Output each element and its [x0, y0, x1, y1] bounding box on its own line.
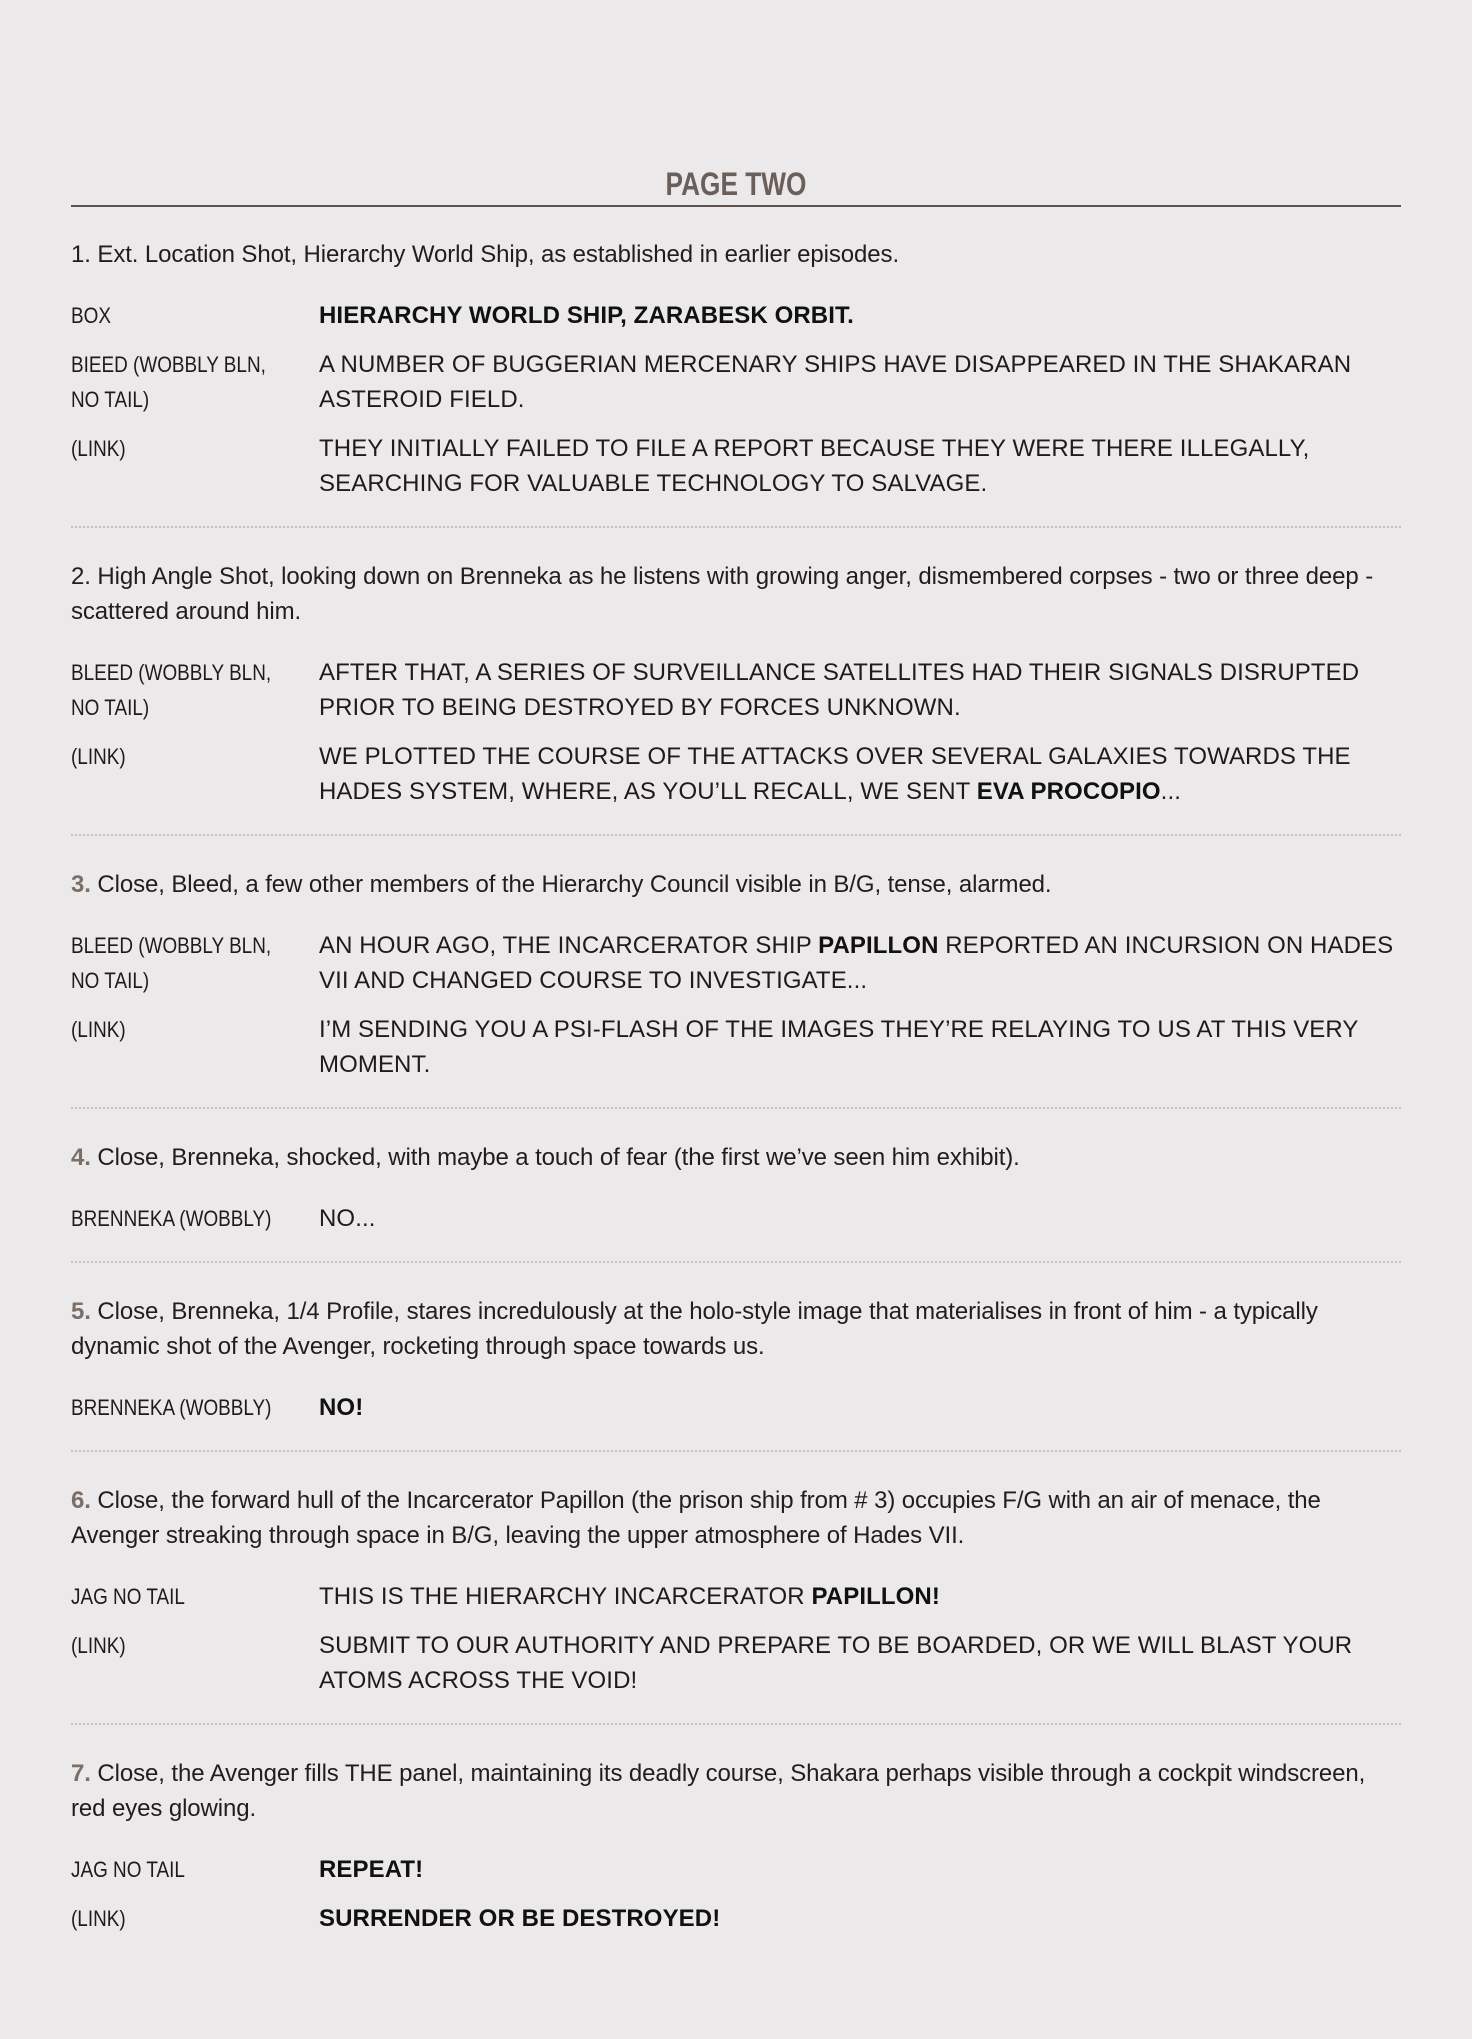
- panel-number: 5.: [71, 1298, 91, 1325]
- speaker-label: (LINK): [71, 1906, 126, 1931]
- panel-list: [71, 207, 1401, 1936]
- dialogue-line: [71, 1579, 1401, 1614]
- speaker-label: (LINK): [71, 744, 126, 769]
- panel-description-text: Close, the Avenger fills THE panel, maintaining its deadly course, Shakara perhaps visible through a cockpit windscreen, red eyes glowing.: [71, 1760, 1366, 1822]
- dialogue-line: [71, 1201, 1401, 1236]
- dialogue-line: [71, 1628, 1401, 1698]
- dialogue-text: [319, 347, 1401, 417]
- dialogue-text: [319, 1628, 1401, 1698]
- speaker-label: JAG NO TAIL: [71, 1584, 185, 1609]
- dialogue-text: [319, 928, 1401, 998]
- panel-number: 6.: [71, 1487, 91, 1514]
- panel-description-text: Close, Brenneka, shocked, with maybe a touch of fear (the first we’ve seen him exhibit).: [97, 1144, 1020, 1171]
- dialogue-segment: I’M SENDING YOU A PSI-FLASH OF THE IMAGES THEY’RE RELAYING TO US AT THIS VERY MOMENT.: [319, 1016, 1359, 1078]
- panel-5: [71, 1263, 1401, 1425]
- panel-2: [71, 528, 1401, 809]
- panel-description: [71, 559, 1401, 629]
- panel-4: [71, 1109, 1401, 1236]
- panel-description: [71, 1294, 1401, 1364]
- dialogue-segment: REPORTED AN INCURSION ON HADES VII AND CHANGED COURSE TO INVESTIGATE...: [319, 932, 1394, 994]
- dialogue-segment: AN HOUR AGO, THE INCARCERATOR SHIP: [319, 932, 819, 959]
- dialogue-line: [71, 928, 1401, 998]
- panel-1: [71, 207, 1401, 501]
- dialogue-line: [71, 1390, 1401, 1425]
- dialogue-text: [319, 655, 1401, 725]
- dialogue-line: [71, 1901, 1401, 1936]
- panel-description: [71, 1483, 1401, 1553]
- dialogue-segment: WE PLOTTED THE COURSE OF THE ATTACKS OVER SEVERAL GALAXIES TOWARDS THE HADES SYSTEM, WHERE, AS YOU’LL RECALL, WE SENT: [319, 743, 1351, 805]
- dialogue-line: [71, 655, 1401, 725]
- dialogue-line: [71, 347, 1401, 417]
- panel-number: 3.: [71, 871, 91, 898]
- speaker-label: (LINK): [71, 1633, 126, 1658]
- dialogue-line: [71, 1852, 1401, 1887]
- dialogue-segment: NO...: [319, 1205, 376, 1232]
- panel-description-text: Close, Bleed, a few other members of the Hierarchy Council visible in B/G, tense, alarmed.: [97, 871, 1052, 898]
- dialogue-emphasis: PAPILLON: [818, 932, 939, 959]
- dialogue-emphasis: SURRENDER OR BE DESTROYED!: [319, 1905, 721, 1932]
- speaker-label: BLEED (WOBBLY BLN, NO TAIL): [71, 933, 272, 993]
- dialogue-emphasis: NO!: [319, 1394, 364, 1421]
- dialogue-text: [319, 298, 1401, 333]
- panel-number: 7.: [71, 1760, 91, 1787]
- dialogue-text: [319, 1012, 1401, 1082]
- panel-6: [71, 1452, 1401, 1698]
- panel-number: 4.: [71, 1144, 91, 1171]
- dialogue-emphasis: HIERARCHY WORLD SHIP, ZARABESK ORBIT.: [319, 302, 854, 329]
- panel-number: 1.: [71, 241, 91, 268]
- dialogue-segment: AFTER THAT, A SERIES OF SURVEILLANCE SATELLITES HAD THEIR SIGNALS DISRUPTED PRIOR TO BEING DESTROYED BY FORCES UNKNOWN.: [319, 659, 1360, 721]
- panel-number: 2.: [71, 563, 91, 590]
- speaker-label: BLEED (WOBBLY BLN, NO TAIL): [71, 660, 272, 720]
- script-page: [71, 0, 1401, 1936]
- dialogue-text: [319, 1390, 1401, 1425]
- dialogue-emphasis: PAPILLON!: [811, 1583, 940, 1610]
- speaker-label: JAG NO TAIL: [71, 1857, 185, 1882]
- dialogue-line: [71, 298, 1401, 333]
- speaker-label: BOX: [71, 303, 111, 328]
- speaker-label: BIEED (WOBBLY BLN, NO TAIL): [71, 352, 266, 412]
- dialogue-segment: A NUMBER OF BUGGERIAN MERCENARY SHIPS HAVE DISAPPEARED IN THE SHAKARAN ASTEROID FIELD.: [319, 351, 1352, 413]
- dialogue-line: [71, 739, 1401, 809]
- dialogue-text: [319, 1852, 1401, 1887]
- speaker-label: (LINK): [71, 1017, 126, 1042]
- speaker-label: BRENNEKA (WOBBLY): [71, 1206, 272, 1231]
- page-title: PAGE TWO: [665, 166, 807, 202]
- dialogue-text: [319, 1901, 1401, 1936]
- dialogue-line: [71, 1012, 1401, 1082]
- dialogue-text: [319, 431, 1401, 501]
- dialogue-text: [319, 1201, 1401, 1236]
- dialogue-segment: THEY INITIALLY FAILED TO FILE A REPORT BECAUSE THEY WERE THERE ILLEGALLY, SEARCHING FOR VALUABLE TECHNOLOGY TO SALVAGE.: [319, 435, 1310, 497]
- dialogue-emphasis: EVA PROCOPIO: [976, 778, 1161, 805]
- panel-description-text: High Angle Shot, looking down on Brenneka as he listens with growing anger, dismembered corpses - two or three deep - scattered around him.: [71, 563, 1374, 625]
- panel-description: [71, 1756, 1401, 1826]
- dialogue-segment: SUBMIT TO OUR AUTHORITY AND PREPARE TO BE BOARDED, OR WE WILL BLAST YOUR ATOMS ACROSS THE VOID!: [319, 1632, 1353, 1694]
- panel-description-text: Close, the forward hull of the Incarcerator Papillon (the prison ship from # 3) occupies F/G with an air of menace, the Avenger streaking through space in B/G, leaving the upper atmosphere of Hades VII.: [71, 1487, 1321, 1549]
- panel-description-text: Ext. Location Shot, Hierarchy World Ship, as established in earlier episodes.: [97, 241, 900, 268]
- dialogue-segment: THIS IS THE HIERARCHY INCARCERATOR: [319, 1583, 812, 1610]
- dialogue-segment: ...: [1160, 778, 1181, 805]
- panel-7: [71, 1725, 1401, 1936]
- speaker-label: (LINK): [71, 436, 126, 461]
- dialogue-text: [319, 1579, 1401, 1614]
- dialogue-emphasis: REPEAT!: [319, 1856, 424, 1883]
- panel-description-text: Close, Brenneka, 1/4 Profile, stares incredulously at the holo-style image that materialises in front of him - a typically dynamic shot of the Avenger, rocketing through space towards us.: [71, 1298, 1318, 1360]
- speaker-label: BRENNEKA (WOBBLY): [71, 1395, 272, 1420]
- panel-3: [71, 836, 1401, 1082]
- dialogue-text: [319, 739, 1401, 809]
- dialogue-line: [71, 431, 1401, 501]
- panel-description: [71, 237, 1401, 272]
- panel-description: [71, 867, 1401, 902]
- panel-description: [71, 1140, 1401, 1175]
